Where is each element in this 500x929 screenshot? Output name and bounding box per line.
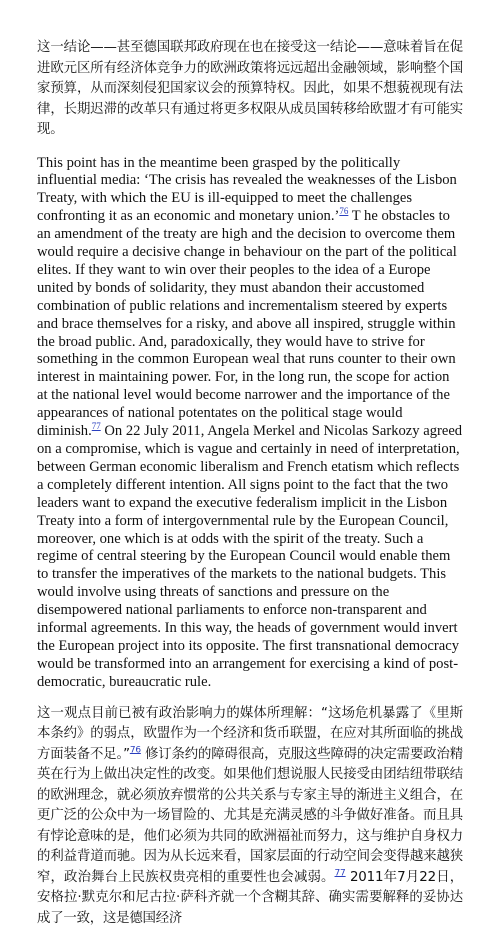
footnote-link-77-zh[interactable]: 77 <box>334 868 346 879</box>
english-paragraph <box>37 155 463 692</box>
footnote-link-76-zh[interactable]: 76 <box>129 745 141 756</box>
chinese-text-part-3: 2011年7月22日，安格拉·默克尔和尼古拉·萨科齐就一个含糊其辞、确实需要解释的妥协达成了一致，这是德国经济 <box>37 869 463 926</box>
document-page <box>37 38 463 929</box>
english-text-part-1: This point has in the meantime been grasped by the politically influential media: ‘The crisis has revealed the weaknesses of the Lisbon Treaty, with which the EU is ill-equipped to meet the challenges confronting it as an economic and monetary union.’ <box>37 154 457 225</box>
chinese-text-part-2: 修订条约的障碍很高，克服这些障碍的决定需要政治精英在行为上做出决定性的改变。如果他们想说服人民接受由团结纽带联结的欧洲理念，就必须放弃惯常的公共关系与专家主导的渐进主义组合，在更广泛的公众中为一场冒险的、尤其是充满灵感的斗争做好准备。而且具有悖论意味的是，他们必须为共同的欧洲福祉而努力，这与维护自身权力的利益背道而驰。因为从长远来看，国家层面的行动空间会变得越来越狭窄，政治舞台上民族权贵亮相的重要性也会减弱。 <box>37 746 463 885</box>
english-text-part-3: On 22 July 2011, Angela Merkel and Nicolas Sarkozy agreed on a compromise, which is vague and certainly in need of interpretation, between German economic liberalism and French etatism which reflects a completely different intention. All signs point to the fact that the two leaders want to expand the executive federalism implicit in the Lisbon Treaty into a form of intergovernmental rule by the European Council, moreover, one which is at odds with the spirit of the treaty. Such a regime of central steering by the European Council would enable them to transfer the imperatives of the markets to the national budgets. This would involve using threats of sanctions and pressure on the disempowered national parliaments to enforce non-transparent and informal agreements. In this way, the heads of government would invert the European project into its opposite. The first transnational democracy would be transformed into an arrangement for exercising a kind of post-democratic, bureaucratic rule. <box>37 423 463 690</box>
english-text-part-2: T he obstacles to an amendment of the treaty are high and the decision to overcome them would require a decisive change in behaviour on the part of the political elites. If they want to win over their peoples to the idea of a Europe united by bonds of solidarity, they must abandon their accustomed combination of public relations and incrementalism steered by experts and brace themselves for a risky, and above all inspired, struggle within the broad public. And, paradoxically, they would have to strive for something in the common European weal that runs counter to their own interest in maintaining power. For, in the long run, the scope for action at the national level would become narrower and the importance of the appearances of national potentates on the political stage would diminish. <box>37 208 457 440</box>
footnote-link-76[interactable]: 76 <box>339 206 349 217</box>
chinese-text-part-1: 这一观点目前已被有政治影响力的媒体所理解：“这场危机暴露了《里斯本条约》的弱点，欧盟作为一个经济和货币联盟，在应对其所面临的挑战方面装备不足。” <box>37 705 463 762</box>
chinese-paragraph-translation <box>37 704 463 929</box>
chinese-paragraph-conclusion: 这一结论——甚至德国联邦政府现在也在接受这一结论——意味着旨在促进欧元区所有经济体竞争力的欧洲政策将远远超出金融领域，影响整个国家预算，从而深刻侵犯国家议会的预算特权。因此，如果不想藐视现有法律，长期迟滞的改革只有通过将更多权限从成员国转移给欧盟才有可能实现。 <box>37 40 463 137</box>
footnote-link-77[interactable]: 77 <box>91 421 101 432</box>
